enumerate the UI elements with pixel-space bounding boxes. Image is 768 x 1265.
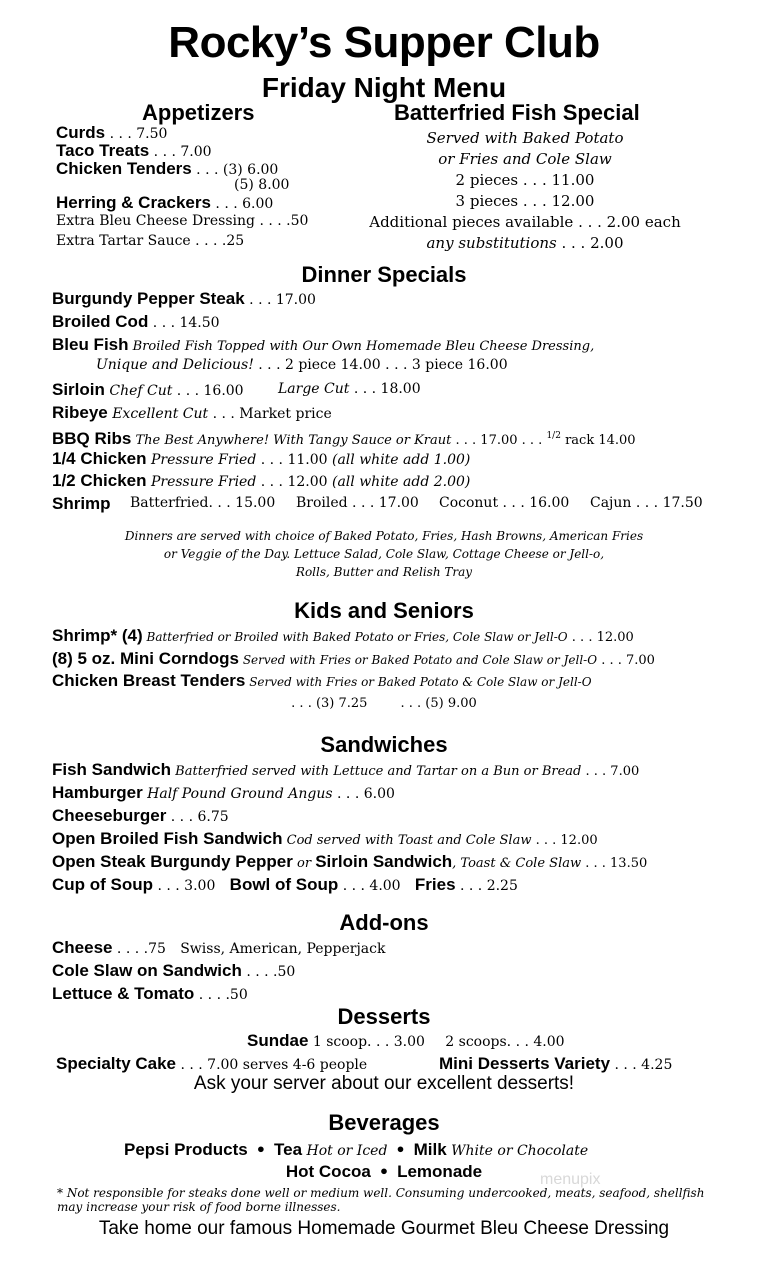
beverages-line-2 [0, 1161, 768, 1183]
footer-take-home: Take home our famous Homemade Gourmet Bleu Cheese Dressing [98, 1218, 670, 1239]
dinner-ribeye: Ribeye Excellent Cut . . . Market price [52, 403, 332, 422]
kids-tenders-prices: . . . (3) 7.25 . . . (5) 9.00 [291, 696, 477, 711]
beverage-hot-cocoa: Hot Cocoa [285, 1162, 371, 1181]
dessert-specialty-cake: Specialty Cake . . . 7.00 serves 4-6 people [56, 1054, 368, 1073]
fish-special-heading: Batterfried Fish Special [394, 100, 640, 125]
sandwich-soup-fries: Cup of Soup . . . 3.00 Bowl of Soup . . . 4.00 Fries . . . 2.25 [52, 875, 518, 894]
sandwich-open-fish: Open Broiled Fish Sandwich Cod served with Toast and Cole Slaw . . . 12.00 [52, 829, 598, 848]
kids-chicken-tenders: Chicken Breast Tenders Served with Fries or Baked Potato & Cole Slaw or Jell-O [52, 671, 592, 690]
addon-cheese: Cheese . . . .75 Swiss, American, Pepperjack [52, 938, 386, 957]
fish-special-3-pieces: 3 pieces . . . 12.00 [455, 192, 595, 210]
dinner-sirloin: Sirloin Chef Cut . . . 16.00 [52, 380, 244, 399]
dessert-sundae: Sundae 1 scoop. . . 3.00 2 scoops. . . 4.00 [247, 1031, 565, 1050]
addon-lettuce-tomato: Lettuce & Tomato . . . .50 [52, 984, 248, 1003]
dinner-note-1: Dinners are served with choice of Baked Potato, Fries, Hash Browns, American Fries [124, 529, 644, 543]
fish-special-2-pieces: 2 pieces . . . 11.00 [455, 171, 595, 189]
addons-heading: Add-ons [339, 910, 429, 935]
dessert-mini-variety: Mini Desserts Variety . . . 4.25 [439, 1054, 673, 1073]
dinner-bleu-fish-prices: Unique and Delicious! . . . 2 piece 14.00 . . . 3 piece 16.00 [96, 357, 508, 373]
shrimp-cajun: Cajun . . . 17.50 [590, 495, 703, 511]
sandwich-hamburger: Hamburger Half Pound Ground Angus . . . 6.00 [52, 783, 395, 802]
kids-corndogs: (8) 5 oz. Mini Corndogs Served with Fries or Baked Potato and Cole Slaw or Jell-O . . . 7.00 [52, 649, 655, 668]
restaurant-title: Rocky’s Supper Club [168, 18, 600, 67]
dinner-specials-heading: Dinner Specials [301, 262, 467, 287]
sandwich-open-steak: Open Steak Burgundy Pepper or Sirloin Sandwich, Toast & Cole Slaw . . . 13.50 [52, 852, 648, 871]
sandwiches-heading: Sandwiches [320, 732, 448, 757]
dinner-note-2: or Veggie of the Day. Lettuce Salad, Cole Slaw, Cottage Cheese or Jell-o, [163, 547, 605, 561]
desserts-heading: Desserts [337, 1004, 431, 1029]
appetizer-chicken-tenders-5: (5) 8.00 [234, 177, 290, 193]
fish-special-substitutions: any substitutions . . . 2.00 [426, 234, 624, 252]
dinner-bleu-fish: Bleu Fish Broiled Fish Topped with Our Own Homemade Bleu Cheese Dressing, [52, 335, 595, 354]
appetizer-extra-bleu: Extra Bleu Cheese Dressing . . . .50 [56, 213, 309, 229]
dinner-burgundy-steak: Burgundy Pepper Steak . . . 17.00 [52, 289, 316, 308]
dinner-shrimp: Shrimp [52, 494, 111, 513]
bullet-icon: • [378, 1162, 390, 1181]
bullet-icon: • [255, 1140, 266, 1159]
sandwich-fish: Fish Sandwich Batterfried served with Lettuce and Tartar on a Bun or Bread . . . 7.00 [52, 760, 640, 779]
menu-subtitle: Friday Night Menu [261, 72, 507, 103]
beverage-pepsi: Pepsi Products [124, 1140, 248, 1159]
footer-disclaimer-2: may increase your risk of food borne illnesses. [57, 1200, 341, 1214]
fish-special-line1: Served with Baked Potato [426, 129, 624, 147]
sandwich-cheeseburger: Cheeseburger . . . 6.75 [52, 806, 229, 825]
dinner-broiled-cod: Broiled Cod . . . 14.50 [52, 312, 220, 331]
dinner-bbq-ribs: BBQ Ribs The Best Anywhere! With Tangy Sauce or Kraut . . . 17.00 . . . $^{1/2}$ rack 14.00 [52, 429, 636, 448]
bullet-icon: • [395, 1140, 406, 1159]
fish-special-line2: or Fries and Cole Slaw [438, 150, 612, 168]
shrimp-broiled: Broiled . . . 17.00 [296, 495, 419, 511]
shrimp-coconut: Coconut . . . 16.00 [439, 495, 570, 511]
beverages-line-1: Pepsi Products • Tea Hot or Iced • Milk White or Chocolate [124, 1140, 589, 1159]
appetizer-taco-treats: Taco Treats . . . 7.00 [56, 141, 212, 160]
dinner-sirloin-large: Large Cut . . . 18.00 [278, 381, 421, 397]
kids-shrimp: Shrimp* (4) Batterfried or Broiled with Baked Potato or Fries, Cole Slaw or Jell-O . . . 12.00 [52, 626, 634, 645]
dinner-half-chicken: 1/2 Chicken Pressure Fried . . . 12.00 (all white add 2.00) [52, 471, 471, 490]
appetizer-herring: Herring & Crackers . . . 6.00 [56, 193, 274, 212]
appetizer-chicken-tenders: Chicken Tenders . . . (3) 6.00 [56, 159, 279, 178]
footer-disclaimer-1: * Not responsible for steaks done well or medium well. Consuming undercooked, meats, seafood, shellfish [57, 1186, 705, 1200]
beverage-milk: Milk [413, 1140, 447, 1159]
beverage-lemonade: Lemonade [397, 1162, 483, 1181]
dinner-quarter-chicken: 1/4 Chicken Pressure Fried . . . 11.00 (all white add 1.00) [52, 449, 471, 468]
addon-cole-slaw: Cole Slaw on Sandwich . . . .50 [52, 961, 296, 980]
beverages-heading: Beverages [328, 1110, 440, 1135]
appetizers-heading: Appetizers [142, 100, 255, 125]
menupix-watermark: menupix [540, 1171, 601, 1188]
desserts-ask-server: Ask your server about our excellent desserts! [193, 1073, 575, 1094]
beverage-tea: Tea [274, 1140, 303, 1159]
appetizer-extra-tartar: Extra Tartar Sauce . . . .25 [56, 233, 245, 249]
kids-seniors-heading: Kids and Seniors [294, 598, 474, 623]
dinner-note-3: Rolls, Butter and Relish Tray [295, 565, 473, 579]
shrimp-batterfried: Batterfried. . . 15.00 [130, 495, 276, 511]
fish-special-additional: Additional pieces available . . . 2.00 each [369, 213, 681, 231]
appetizer-curds: Curds . . . 7.50 [56, 123, 168, 142]
